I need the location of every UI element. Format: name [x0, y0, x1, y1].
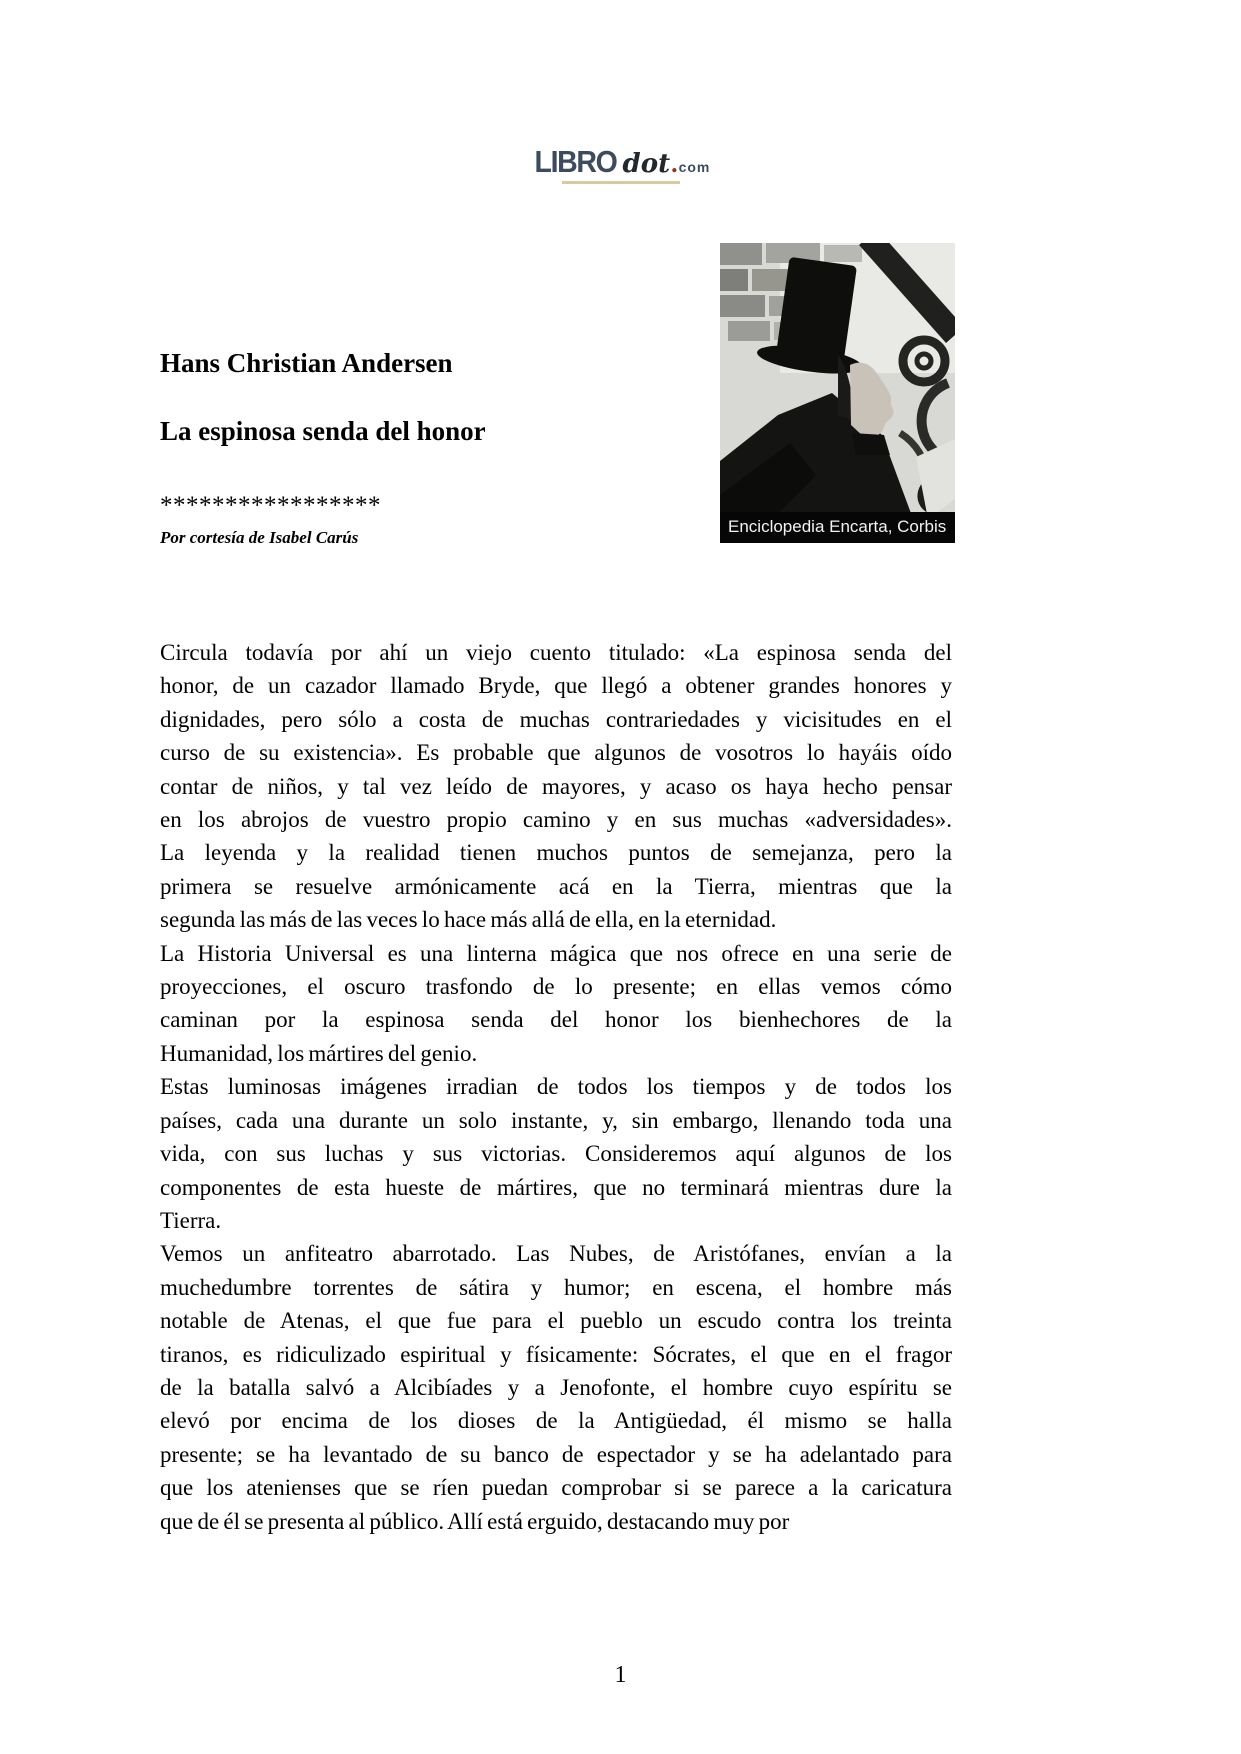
- text-line: proyecciones, el oscuro trasfondo de lo presente; en ellas vemos cómo: [160, 974, 952, 1000]
- text-line: que los atenienses que se ríen puedan comprobar si se parece a la caricatura: [160, 1475, 952, 1501]
- courtesy-credit: Por cortesía de Isabel Carús: [160, 528, 359, 547]
- andersen-portrait-photo: [720, 243, 955, 543]
- andersen-portrait-image: [720, 243, 955, 543]
- logo-text-libro: LIBRO: [534, 144, 616, 179]
- text-line: de la batalla salvó a Alcibíades y a Jenofonte, el hombre cuyo espíritu se: [160, 1374, 952, 1400]
- paragraph: [160, 636, 952, 937]
- text-line: segunda las más de las veces lo hace más allá de ella, en la eternidad.: [160, 907, 777, 933]
- text-line: curso de su existencia». Es probable que algunos de vosotros lo hayáis oído: [160, 740, 952, 766]
- text-line: primera se resuelve armónicamente acá en la Tierra, mientras que la: [160, 873, 952, 899]
- paragraph: [160, 937, 952, 1071]
- paragraph: [160, 1237, 952, 1538]
- logo-underline: [562, 181, 680, 184]
- text-line: muchedumbre torrentes de sátira y humor; en escena, el hombre más: [160, 1274, 952, 1300]
- page-number: 1: [614, 1662, 627, 1688]
- text-line: componentes de esta hueste de mártires, que no terminará mientras dure la: [160, 1174, 952, 1200]
- text-line: presente; se ha levantado de su banco de espectador y se ha adelantado para: [160, 1441, 952, 1467]
- text-line: Estas luminosas imágenes irradian de todos los tiempos y de todos los: [160, 1074, 952, 1100]
- librodot-logo: [0, 146, 1241, 184]
- logo-red-dot-icon: .: [671, 149, 678, 178]
- text-line: notable de Atenas, el que fue para el pueblo un escudo contra los treinta: [160, 1308, 952, 1334]
- text-line: Circula todavía por ahí un viejo cuento titulado: «La espinosa senda del: [160, 640, 952, 665]
- text-line: vida, con sus luchas y sus victorias. Consideremos aquí algunos de los: [160, 1141, 952, 1167]
- author-name: Hans Christian Andersen: [160, 348, 453, 379]
- story-title: La espinosa senda del honor: [160, 416, 486, 447]
- text-line: honor, de un cazador llamado Bryde, que llegó a obtener grandes honores y: [160, 673, 952, 699]
- text-line: Tierra.: [160, 1207, 222, 1233]
- text-line: La Historia Universal es una linterna mágica que nos ofrece en una serie de: [160, 940, 952, 966]
- logo-text-dot: dot: [622, 149, 671, 179]
- paragraph: [160, 1070, 952, 1237]
- text-line: La leyenda y la realidad tienen muchos puntos de semejanza, pero la: [160, 840, 952, 866]
- text-line: elevó por encima de los dioses de la Antigüedad, él mismo se halla: [160, 1408, 952, 1434]
- text-line: Vemos un anfiteatro abarrotado. Las Nubes, de Aristófanes, envían a la: [160, 1241, 952, 1267]
- body-text: [160, 636, 952, 1538]
- logo-wordmark: [531, 146, 711, 177]
- text-line: tiranos, es ridiculizado espiritual y físicamente: Sócrates, el que en el fragor: [160, 1341, 952, 1367]
- text-line: contar de niños, y tal vez leído de mayores, y acaso os haya hecho pensar: [160, 773, 952, 799]
- text-line: caminan por la espinosa senda del honor los bienhechores de la: [160, 1007, 952, 1033]
- photo-caption: Enciclopedia Encarta, Corbis: [720, 512, 955, 543]
- text-line: dignidades, pero sólo a costa de muchas contrariedades y vicisitudes en el: [160, 706, 952, 732]
- text-line: en los abrojos de vuestro propio camino y en sus muchas «adversidades».: [160, 807, 952, 833]
- text-line: Humanidad, los mártires del genio.: [160, 1040, 478, 1066]
- text-line: que de él se presenta al público. Allí está erguido, destacando muy por: [160, 1508, 790, 1534]
- asterisk-separator: *****************: [160, 492, 381, 519]
- text-line: países, cada una durante un solo instante, y, sin embargo, llenando toda una: [160, 1107, 952, 1133]
- logo-text-com: com: [678, 159, 711, 175]
